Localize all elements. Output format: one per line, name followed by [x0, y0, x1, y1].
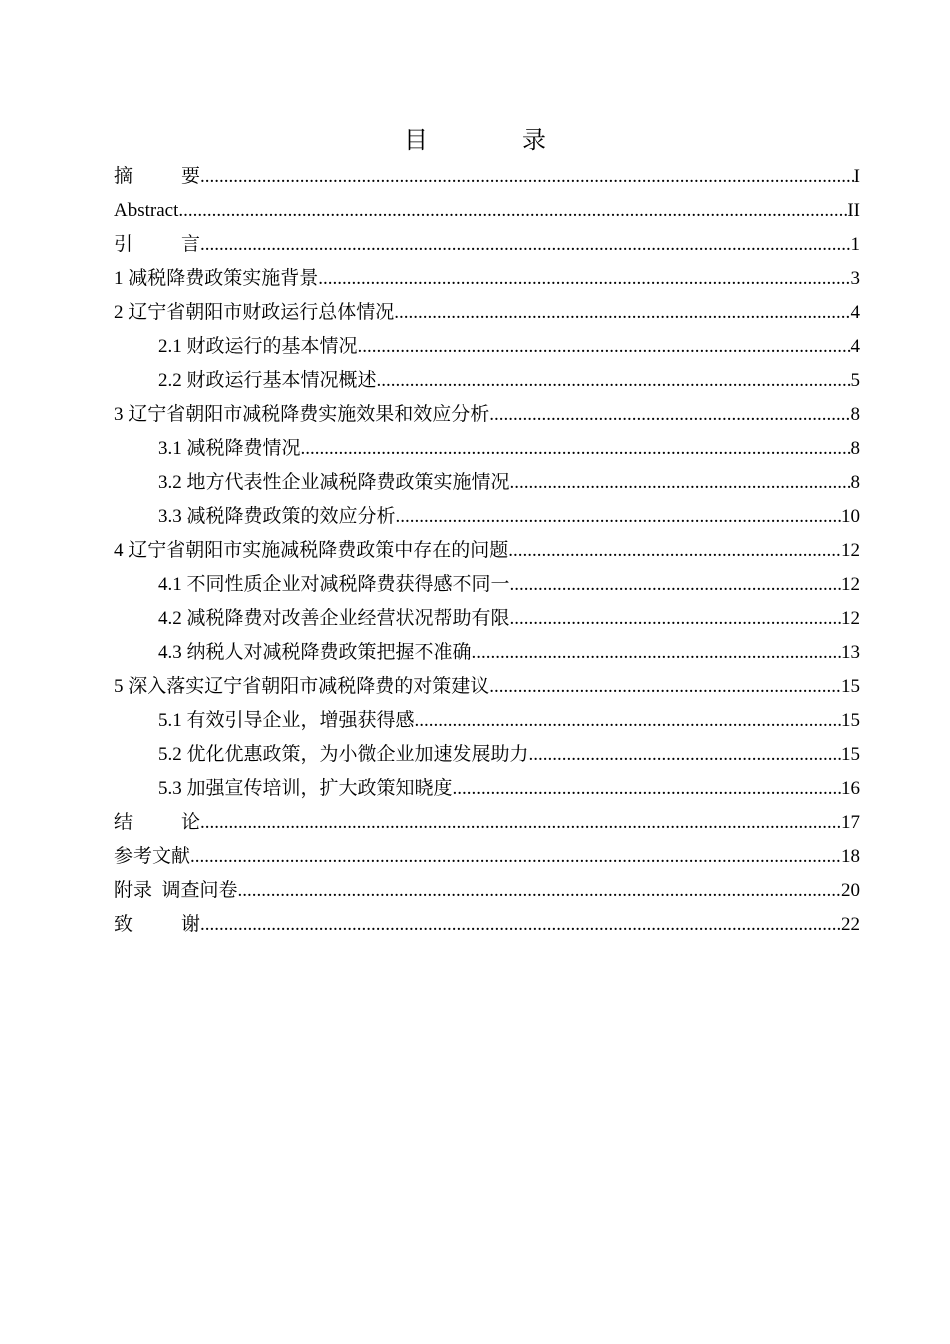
toc-subentry[interactable] [114, 432, 860, 466]
toc-entry[interactable] [114, 398, 860, 432]
toc-leader-dots [358, 330, 851, 364]
toc-leader-dots [200, 908, 841, 942]
toc-leader-dots [318, 262, 850, 296]
table-of-contents [114, 160, 860, 942]
toc-entry-label: 2 辽宁省朝阳市财政运行总体情况 [114, 302, 395, 323]
toc-leader-dots [178, 194, 847, 228]
toc-page-number: 12 [841, 608, 860, 629]
toc-subentry[interactable] [114, 636, 860, 670]
toc-entry[interactable] [114, 670, 860, 704]
toc-page-number: 1 [850, 234, 860, 255]
toc-leader-dots [200, 806, 841, 840]
toc-leader-dots [510, 466, 851, 500]
toc-entry-label: Abstract [114, 200, 179, 221]
toc-page-number: 12 [841, 540, 860, 561]
toc-entry[interactable] [114, 160, 860, 194]
toc-entry-label: 3.2 地方代表性企业减税降费政策实施情况 [158, 472, 510, 493]
toc-page-number: 5 [850, 370, 860, 391]
toc-page-number: 16 [841, 778, 860, 799]
toc-leader-dots [396, 500, 841, 534]
toc-entry-label: 4 辽宁省朝阳市实施减税降费政策中存在的问题 [114, 540, 509, 561]
toc-subentry[interactable] [114, 500, 860, 534]
toc-leader-dots [190, 840, 841, 874]
toc-entry[interactable] [114, 806, 860, 840]
toc-entry-label: 5.2 优化优惠政策，为小微企业加速发展助力 [158, 744, 529, 765]
toc-leader-dots [394, 296, 850, 330]
toc-entry[interactable] [114, 262, 860, 296]
toc-page-number: 4 [850, 336, 860, 357]
toc-leader-dots [510, 568, 841, 602]
toc-page-number: II [847, 200, 860, 221]
toc-entry-label: 3.1 减税降费情况 [158, 438, 301, 459]
toc-entry-label: 5.3 加强宣传培训，扩大政策知晓度 [158, 778, 453, 799]
toc-entry[interactable] [114, 296, 860, 330]
toc-leader-dots [472, 636, 841, 670]
toc-entry-label: 摘 要 [114, 166, 201, 187]
toc-leader-dots [377, 364, 851, 398]
toc-leader-dots [301, 432, 851, 466]
toc-subentry[interactable] [114, 330, 860, 364]
toc-leader-dots [489, 398, 850, 432]
toc-leader-dots [200, 160, 854, 194]
toc-leader-dots [489, 670, 841, 704]
toc-entry-label: 参考文献 [114, 846, 191, 867]
toc-entry-label: 5.1 有效引导企业，增强获得感 [158, 710, 415, 731]
toc-page-number: 15 [841, 710, 860, 731]
toc-entry-label: 结 论 [114, 812, 201, 833]
toc-entry[interactable] [114, 840, 860, 874]
toc-page-number: 8 [850, 472, 860, 493]
toc-subentry[interactable] [114, 466, 860, 500]
toc-subentry[interactable] [114, 772, 860, 806]
toc-entry-label: 4.3 纳税人对减税降费政策把握不准确 [158, 642, 472, 663]
toc-subentry[interactable] [114, 704, 860, 738]
toc-entry[interactable] [114, 228, 860, 262]
toc-entry-label: 附录 调查问卷 [114, 880, 238, 901]
toc-page-number: 4 [850, 302, 860, 323]
toc-leader-dots [238, 874, 841, 908]
toc-entry[interactable] [114, 534, 860, 568]
toc-entry-label: 3.3 减税降费政策的效应分析 [158, 506, 396, 527]
toc-entry[interactable] [114, 908, 860, 942]
toc-subentry[interactable] [114, 568, 860, 602]
toc-leader-dots [529, 738, 841, 772]
toc-page-number: I [853, 166, 860, 187]
toc-subentry[interactable] [114, 364, 860, 398]
toc-entry[interactable] [114, 194, 860, 228]
toc-page-number: 12 [841, 574, 860, 595]
toc-page-number: 8 [850, 438, 860, 459]
toc-page-number: 15 [841, 744, 860, 765]
toc-subentry[interactable] [114, 738, 860, 772]
toc-entry-label: 2.2 财政运行基本情况概述 [158, 370, 377, 391]
toc-leader-dots [200, 228, 850, 262]
toc-entry-label: 4.2 减税降费对改善企业经营状况帮助有限 [158, 608, 510, 629]
toc-page-number: 8 [850, 404, 860, 425]
toc-page-number: 18 [841, 846, 860, 867]
toc-page-number: 20 [841, 880, 860, 901]
toc-page-number: 22 [841, 914, 860, 935]
toc-entry-label: 1 减税降费政策实施背景 [114, 268, 319, 289]
toc-page-number: 10 [841, 506, 860, 527]
toc-entry-label: 引 言 [114, 234, 201, 255]
toc-leader-dots [453, 772, 841, 806]
toc-subentry[interactable] [114, 602, 860, 636]
toc-entry-label: 致 谢 [114, 914, 201, 935]
toc-leader-dots [510, 602, 841, 636]
toc-entry[interactable] [114, 874, 860, 908]
toc-leader-dots [508, 534, 841, 568]
toc-leader-dots [415, 704, 841, 738]
toc-page-number: 3 [850, 268, 860, 289]
toc-entry-label: 2.1 财政运行的基本情况 [158, 336, 358, 357]
toc-entry-label: 4.1 不同性质企业对减税降费获得感不同一 [158, 574, 510, 595]
toc-page-number: 13 [841, 642, 860, 663]
toc-entry-label: 3 辽宁省朝阳市减税降费实施效果和效应分析 [114, 404, 490, 425]
page-title: 目 录 [404, 128, 590, 154]
toc-page-number: 17 [841, 812, 860, 833]
toc-entry-label: 5 深入落实辽宁省朝阳市减税降费的对策建议 [114, 676, 490, 697]
toc-page-number: 15 [841, 676, 860, 697]
